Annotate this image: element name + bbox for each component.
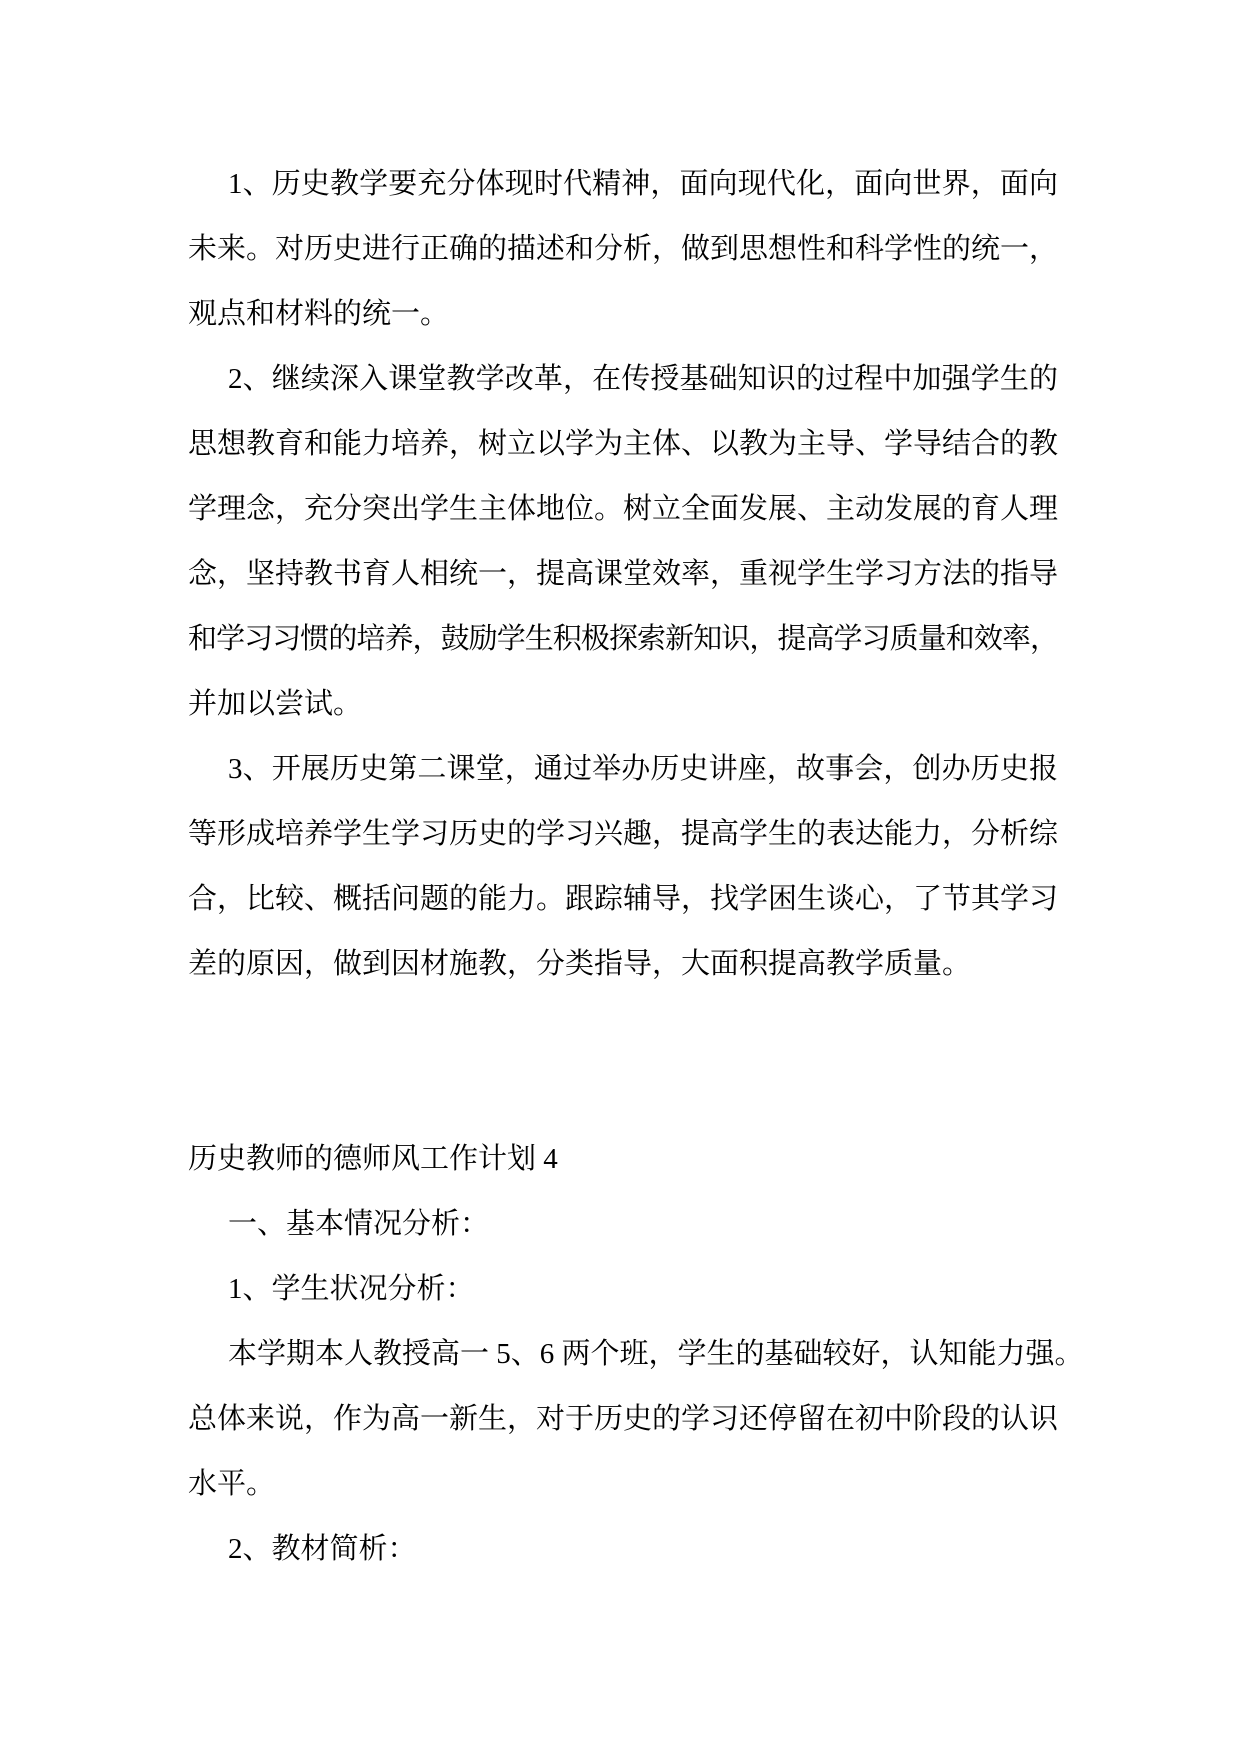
section-title: 历史教师的德师风工作计划 4 <box>188 1143 558 1175</box>
paragraph-line: 水平。 <box>188 1468 276 1500</box>
paragraph-teaching-spirit <box>188 152 1058 347</box>
paragraph-line: 学理念，充分突出学生主体地位。树立全面发展、主动发展的育人理 <box>188 493 1059 525</box>
paragraph-line: 合，比较、概括问题的能力。跟踪辅导，找学困生谈心，了节其学习 <box>188 883 1059 915</box>
paragraph-second-classroom <box>188 737 1058 997</box>
paragraph-line: 和学习习惯的培养，鼓励学生积极探索新知识，提高学习质量和效率， <box>188 623 1058 655</box>
paragraph-line: 本学期本人教授高一 5、6 两个班，学生的基础较好，认知能力强。 <box>228 1338 1084 1370</box>
paragraph-classroom-reform <box>188 347 1058 737</box>
blank-line <box>188 1062 1058 1127</box>
paragraph-line: 总体来说，作为高一新生，对于历史的学习还停留在初中阶段的认识 <box>188 1403 1059 1435</box>
paragraph-line: 思想教育和能力培养，树立以学为主体、以教为主导、学导结合的教 <box>188 428 1059 460</box>
document-page <box>188 152 1084 1582</box>
paragraph-line: 1、历史教学要充分体现时代精神，面向现代化，面向世界，面向 <box>228 168 1058 200</box>
section-subheading: 2、教材简析： <box>228 1533 417 1565</box>
paragraph-line: 并加以尝试。 <box>188 688 363 720</box>
section-subheading: 1、学生状况分析： <box>228 1273 475 1305</box>
paragraph-line: 差的原因，做到因材施教，分类指导，大面积提高教学质量。 <box>188 948 972 980</box>
paragraph-line: 3、开展历史第二课堂，通过举办历史讲座，故事会，创办历史报 <box>228 753 1058 785</box>
blank-line <box>188 997 1058 1062</box>
paragraph-line: 未来。对历史进行正确的描述和分析，做到思想性和科学性的统一， <box>188 233 1059 265</box>
paragraph-line: 念，坚持教书育人相统一，提高课堂效率，重视学生学习方法的指导 <box>188 558 1059 590</box>
paragraph-line: 等形成培养学生学习历史的学习兴趣，提高学生的表达能力，分析综 <box>188 818 1059 850</box>
section-heading: 一、基本情况分析： <box>228 1208 490 1240</box>
paragraph-line: 2、继续深入课堂教学改革，在传授基础知识的过程中加强学生的 <box>228 363 1058 395</box>
paragraph-line: 观点和材料的统一。 <box>188 298 450 330</box>
paragraph-student-analysis <box>188 1322 1084 1517</box>
